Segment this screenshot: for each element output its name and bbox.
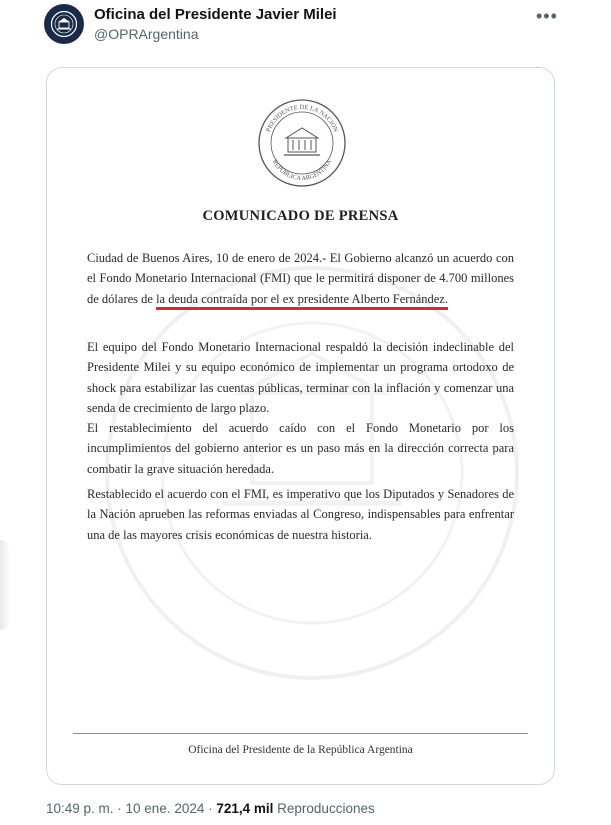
svg-text:REPÚBLICA ARGENTINA: REPÚBLICA ARGENTINA (270, 158, 334, 183)
highlighted-text: la deuda contraída por el ex presidente Alberto Fernández. (156, 291, 448, 306)
views-label: Reproducciones (273, 801, 375, 816)
author-handle[interactable]: @OPRArgentina (94, 26, 199, 42)
views-count: 721,4 mil (216, 801, 274, 816)
document-heading: COMUNICADO DE PRENSA (202, 208, 399, 224)
paragraph-3: El restablecimiento del acuerdo caído con el Fondo Monetario por los incumplimientos del gobierno anterior es un paso más en la dirección correcta para combatir la grave situación heredada. (87, 421, 514, 476)
presidential-seal (257, 98, 347, 188)
document-footer: Oficina del Presidente de la República Argentina (188, 744, 413, 756)
argentine-seal-icon (50, 10, 78, 38)
svg-text:PRESIDENTE DE LA NACIÓN: PRESIDENTE DE LA NACIÓN (265, 103, 339, 134)
paragraph-1-text: Ciudad de Buenos Aires, 10 de enero de 2024.- El Gobierno alcanzó un acuerdo con el Fondo Monetario Internacional (FMI) que le permitirá disponer de 4.700 millones de dólares de (87, 251, 514, 306)
press-release-document (47, 68, 554, 784)
author-name[interactable]: Oficina del Presidente Javier Milei (94, 6, 337, 23)
timestamp[interactable]: 10:49 p. m. · 10 ene. 2024 · (46, 801, 217, 816)
paragraph-2: El equipo del Fondo Monetario Internacional respaldó la decisión indeclinable del Presidente Milei y su equipo económico de implementar un programa ortodoxo de shock para estabilizar las cuentas públicas, terminar con la inflación y comenzar una senda de crecimiento de largo plazo. (87, 340, 514, 415)
more-options-icon[interactable]: ••• (536, 6, 558, 26)
tweet-meta (46, 801, 375, 816)
avatar[interactable] (44, 4, 84, 44)
paragraph-4: Restablecido el acuerdo con el FMI, es imperativo que los Diputados y Senadores de la Nación aprueben las reformas enviadas al Congreso, indispensables para enfrentar una de las mayores crisis económicas de nuestra historia. (87, 487, 514, 542)
watermark-seal (102, 243, 522, 723)
tweet-image[interactable] (46, 67, 555, 785)
footer-divider (73, 733, 528, 734)
paragraph-1 (87, 248, 514, 309)
left-edge-shadow (0, 540, 10, 630)
